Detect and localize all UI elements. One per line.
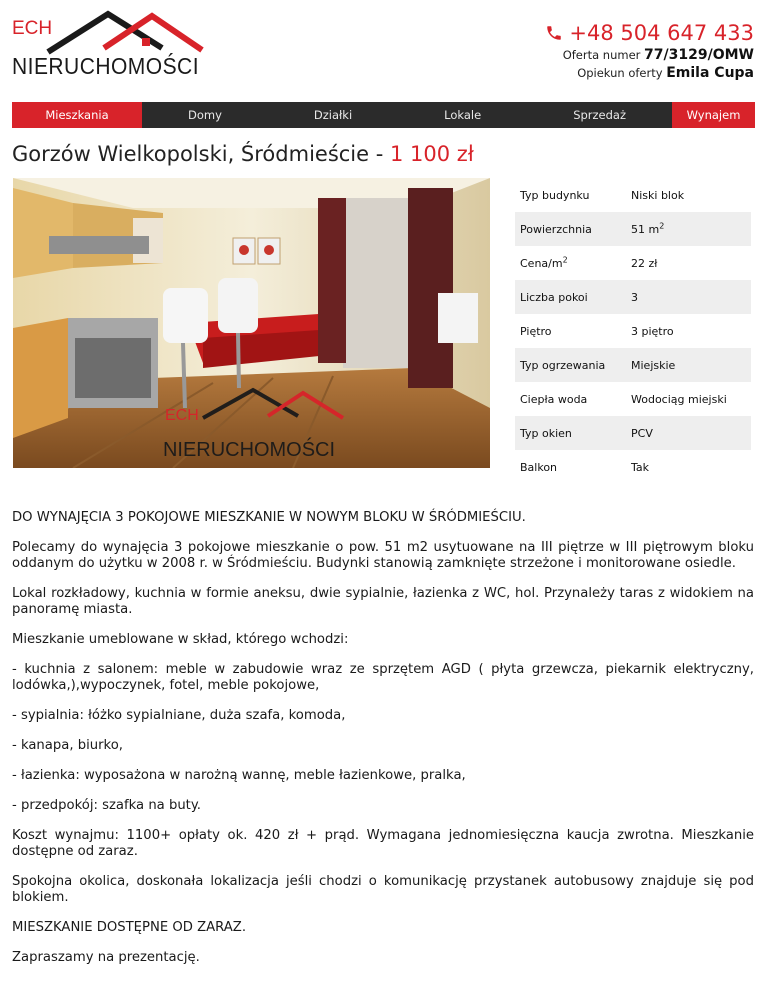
- phone-number[interactable]: [545, 20, 754, 46]
- offer-number: 77/3129/OMW: [644, 47, 754, 63]
- nav-item-domy[interactable]: Domy: [188, 108, 222, 122]
- house-roof-icon: [12, 8, 212, 84]
- spec-value-sup: 2: [659, 220, 665, 230]
- description-paragraph: Mieszkanie umeblowane w skład, którego wchodzi:: [12, 632, 349, 647]
- contact-block: [545, 20, 754, 82]
- description-paragraph: Lokal rozkładowy, kuchnia w formie aneksu, dwie sypialnie, łazienka z WC, hol. Przynależy taras z widokiem na panoramę miasta.: [12, 586, 754, 617]
- spec-label-text: Cena/m: [520, 256, 563, 270]
- nav-item-dzialki[interactable]: Działki: [313, 108, 353, 122]
- description-paragraph: DO WYNAJĘCIA 3 POKOJOWE MIESZKANIE W NOWYM BLOKU W ŚRÓDMIEŚCIU.: [12, 510, 526, 525]
- spec-value: Miejskie: [631, 358, 676, 372]
- spec-value: Niski blok: [631, 188, 685, 202]
- description-paragraph: - kuchnia z salonem: meble w zabudowie wraz ze sprzętem AGD ( płyta grzewcza, piekarnik elektryczny, lodówka,),wypoczynek, fotel, meble pokojowe,: [12, 662, 754, 693]
- description-paragraph: Koszt wynajmu: 1100+ opłaty ok. 420 zł + prąd. Wymagana jednomiesięczna kaucja zwrotna. Mieszkanie dostępne od zaraz.: [12, 828, 754, 859]
- spec-row: [515, 280, 751, 314]
- listing-description: [12, 510, 754, 980]
- description-paragraph: - łazienka: wyposażona w narożną wannę, meble łazienkowe, pralka,: [12, 768, 466, 783]
- nav-item-sprzedaz[interactable]: Sprzedaż: [573, 108, 627, 122]
- offer-number-line: [545, 46, 754, 64]
- spec-value-text: 51 m: [631, 222, 660, 236]
- description-paragraph: - kanapa, biurko,: [12, 738, 123, 753]
- spec-label: Liczba pokoi: [520, 290, 588, 304]
- logo-name-text: NIERUCHOMOŚCI: [12, 53, 212, 79]
- description-paragraph: - sypialnia: łóżko sypialniane, duża szafa, komoda,: [12, 708, 346, 723]
- spec-label-sup: 2: [562, 254, 568, 264]
- spec-label: Ciepła woda: [520, 392, 588, 406]
- spec-value: Tak: [631, 460, 650, 474]
- spec-row: [515, 382, 751, 416]
- spec-label: Typ okien: [520, 426, 572, 440]
- spec-row: [515, 314, 751, 348]
- company-logo[interactable]: [12, 8, 212, 84]
- description-paragraph: Polecamy do wynajęcia 3 pokojowe mieszkanie o pow. 51 m2 usytuowane na III piętrze w III piętrowym bloku oddanym do użytku w 2008 r. w Śródmieściu. Budynki stanowią zamknięte strzeżone i monitorowane osiedle.: [12, 540, 754, 571]
- spec-row: [515, 348, 751, 382]
- guardian-label: Opiekun oferty: [577, 66, 663, 80]
- photo-watermark-name: NIERUCHOMOŚCI: [163, 439, 336, 461]
- description-paragraph: Zapraszamy na prezentację.: [12, 950, 200, 965]
- spec-label: Piętro: [520, 324, 552, 338]
- spec-label: Powierzchnia: [520, 222, 592, 236]
- spec-row: [515, 246, 751, 280]
- nav-item-lokale[interactable]: Lokale: [444, 108, 482, 122]
- page-header: [0, 0, 768, 100]
- description-paragraph: - przedpokój: szafka na buty.: [12, 798, 201, 813]
- spec-row: [515, 178, 751, 212]
- listing-photo[interactable]: [13, 178, 490, 468]
- description-paragraph: MIESZKANIE DOSTĘPNE OD ZARAZ.: [12, 920, 247, 935]
- nav-item-wynajem[interactable]: Wynajem: [672, 102, 755, 128]
- nav-item-mieszkania[interactable]: Mieszkania: [12, 102, 142, 128]
- spec-label: [515, 254, 631, 270]
- listing-price: 1 100 zł: [390, 142, 474, 166]
- listing-title: [12, 140, 474, 168]
- guardian-line: [545, 64, 754, 82]
- spec-label: Typ budynku: [520, 188, 590, 202]
- guardian-name: Emila Cupa: [666, 65, 754, 81]
- spec-value: 3: [631, 290, 638, 304]
- spec-value: 22 zł: [631, 256, 658, 270]
- spec-label: Balkon: [520, 460, 558, 474]
- phone-icon: [545, 24, 563, 42]
- logo-ech-text: ECH: [12, 18, 53, 39]
- spec-value: PCV: [631, 426, 653, 440]
- photo-watermark-ech: ECH: [165, 407, 199, 424]
- listing-location: Gorzów Wielkopolski, Śródmieście -: [12, 142, 390, 166]
- spec-value: [631, 220, 751, 236]
- specs-table: [515, 178, 751, 484]
- spec-row: [515, 212, 751, 246]
- spec-row: [515, 450, 751, 484]
- offer-label: Oferta numer: [562, 48, 641, 62]
- spec-value: Wodociąg miejski: [631, 392, 727, 406]
- spec-value: 3 piętro: [631, 324, 674, 338]
- apartment-photo-image: [13, 178, 490, 468]
- main-nav: [12, 102, 755, 128]
- phone-text[interactable]: +48 504 647 433: [569, 21, 754, 45]
- spec-label: Typ ogrzewania: [520, 358, 606, 372]
- spec-row: [515, 416, 751, 450]
- description-paragraph: Spokojna okolica, doskonała lokalizacja jeśli chodzi o komunikację przystanek autobusowy znajduje się pod blokiem.: [12, 874, 754, 905]
